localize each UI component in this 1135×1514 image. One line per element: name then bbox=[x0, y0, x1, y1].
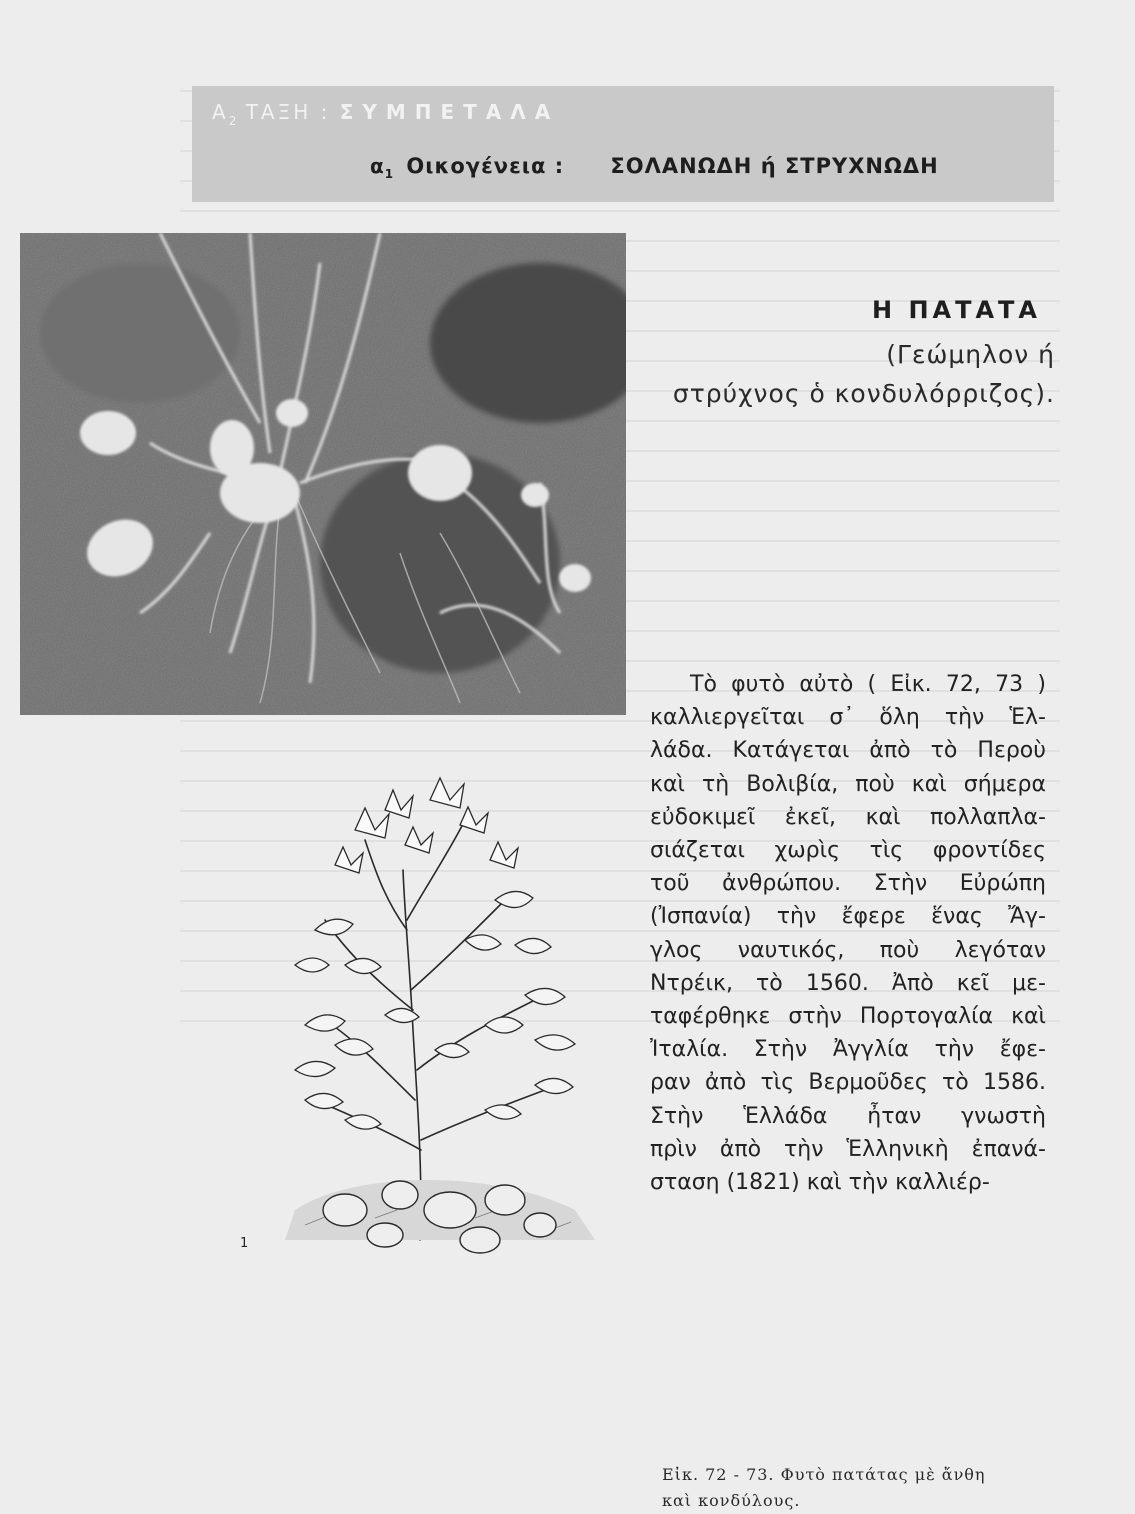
body-line: εὐδοκιμεῖ ἐκεῖ, καὶ πολλαπλα- bbox=[650, 804, 1046, 830]
class-name: ΣΥΜΠΕΤΑΛΑ bbox=[339, 100, 560, 124]
class-word: ΤΑΞΗ : bbox=[245, 100, 331, 124]
body-line: ταφέρθηκε στὴν Πορτογαλία καὶ bbox=[650, 1004, 1046, 1030]
body-line: ραν ἀπὸ τὶς Βερμοῦδες τὸ 1586. bbox=[650, 1070, 1046, 1096]
body-line: Ἰταλία. Στὴν Ἀγγλία τὴν ἔφε- bbox=[650, 1037, 1046, 1063]
subtitle-line: (Γεώμηλον ή bbox=[886, 340, 1055, 369]
caption-line: καὶ κονδύλους. bbox=[662, 1491, 801, 1510]
class-prefix: Α bbox=[212, 100, 229, 124]
family-prefix: $\alpha_1$ bbox=[370, 154, 395, 181]
body-line: σταση (1821) καὶ τὴν καλλιέρ- bbox=[650, 1170, 990, 1196]
body-line: λάδα. Κατάγεται ἀπὸ τὸ Περοὺ bbox=[650, 738, 1046, 764]
body-line: γλος ναυτικός, ποὺ λεγόταν bbox=[650, 937, 1046, 963]
subtitle-line: στρύχνος ὁ κονδυλόρριζος). bbox=[672, 379, 1055, 408]
class-heading bbox=[212, 100, 560, 128]
body-line: καλλιεργεῖται σ᾽ ὅλη τὴν Ἑλ- bbox=[650, 705, 1046, 731]
body-paragraph bbox=[650, 668, 1046, 1199]
body-line: τοῦ ἀνθρώπου. Στὴν Εὐρώπη bbox=[650, 871, 1046, 897]
figure-caption bbox=[662, 1462, 1042, 1514]
family-label: Οικογένεια : bbox=[406, 154, 565, 178]
plant-title: Η ΠΑΤΑΤΑ bbox=[872, 296, 1041, 324]
potato-tubers-photo bbox=[20, 233, 626, 715]
potato-plant-drawing bbox=[235, 770, 655, 1260]
body-line: (Ἰσπανία) τὴν ἔφερε ἕνας Ἄγ- bbox=[650, 904, 1046, 930]
body-line: καὶ τὴ Βολιβία, ποὺ καὶ σήμερα bbox=[650, 771, 1046, 797]
caption-line: Εἰκ. 72 - 73. Φυτὸ πατάτας μὲ ἄνθη bbox=[662, 1465, 986, 1484]
body-line: σιάζεται χωρὶς τὶς φροντίδες bbox=[650, 838, 1046, 864]
family-name: ΣΟΛΑΝΩΔΗ ή ΣΤΡΥΧΝΩΔΗ bbox=[610, 154, 939, 178]
body-line: Στὴν Ἑλλάδα ἦταν γνωστὴ bbox=[650, 1103, 1046, 1129]
family-heading bbox=[370, 154, 939, 181]
body-line: Τὸ φυτὸ αὐτὸ ( Εἰκ. 72, 73 ) bbox=[690, 672, 1046, 697]
class-subscript: 2 bbox=[228, 114, 237, 128]
plant-subtitle bbox=[673, 335, 1055, 413]
figure-label-marker: 1 bbox=[240, 1236, 249, 1251]
body-line: Ντρέικ, τὸ 1560. Ἀπὸ κεῖ με- bbox=[650, 970, 1046, 996]
body-line: πρὶν ἀπὸ τὴν Ἑλληνικὴ ἐπανά- bbox=[650, 1136, 1046, 1162]
